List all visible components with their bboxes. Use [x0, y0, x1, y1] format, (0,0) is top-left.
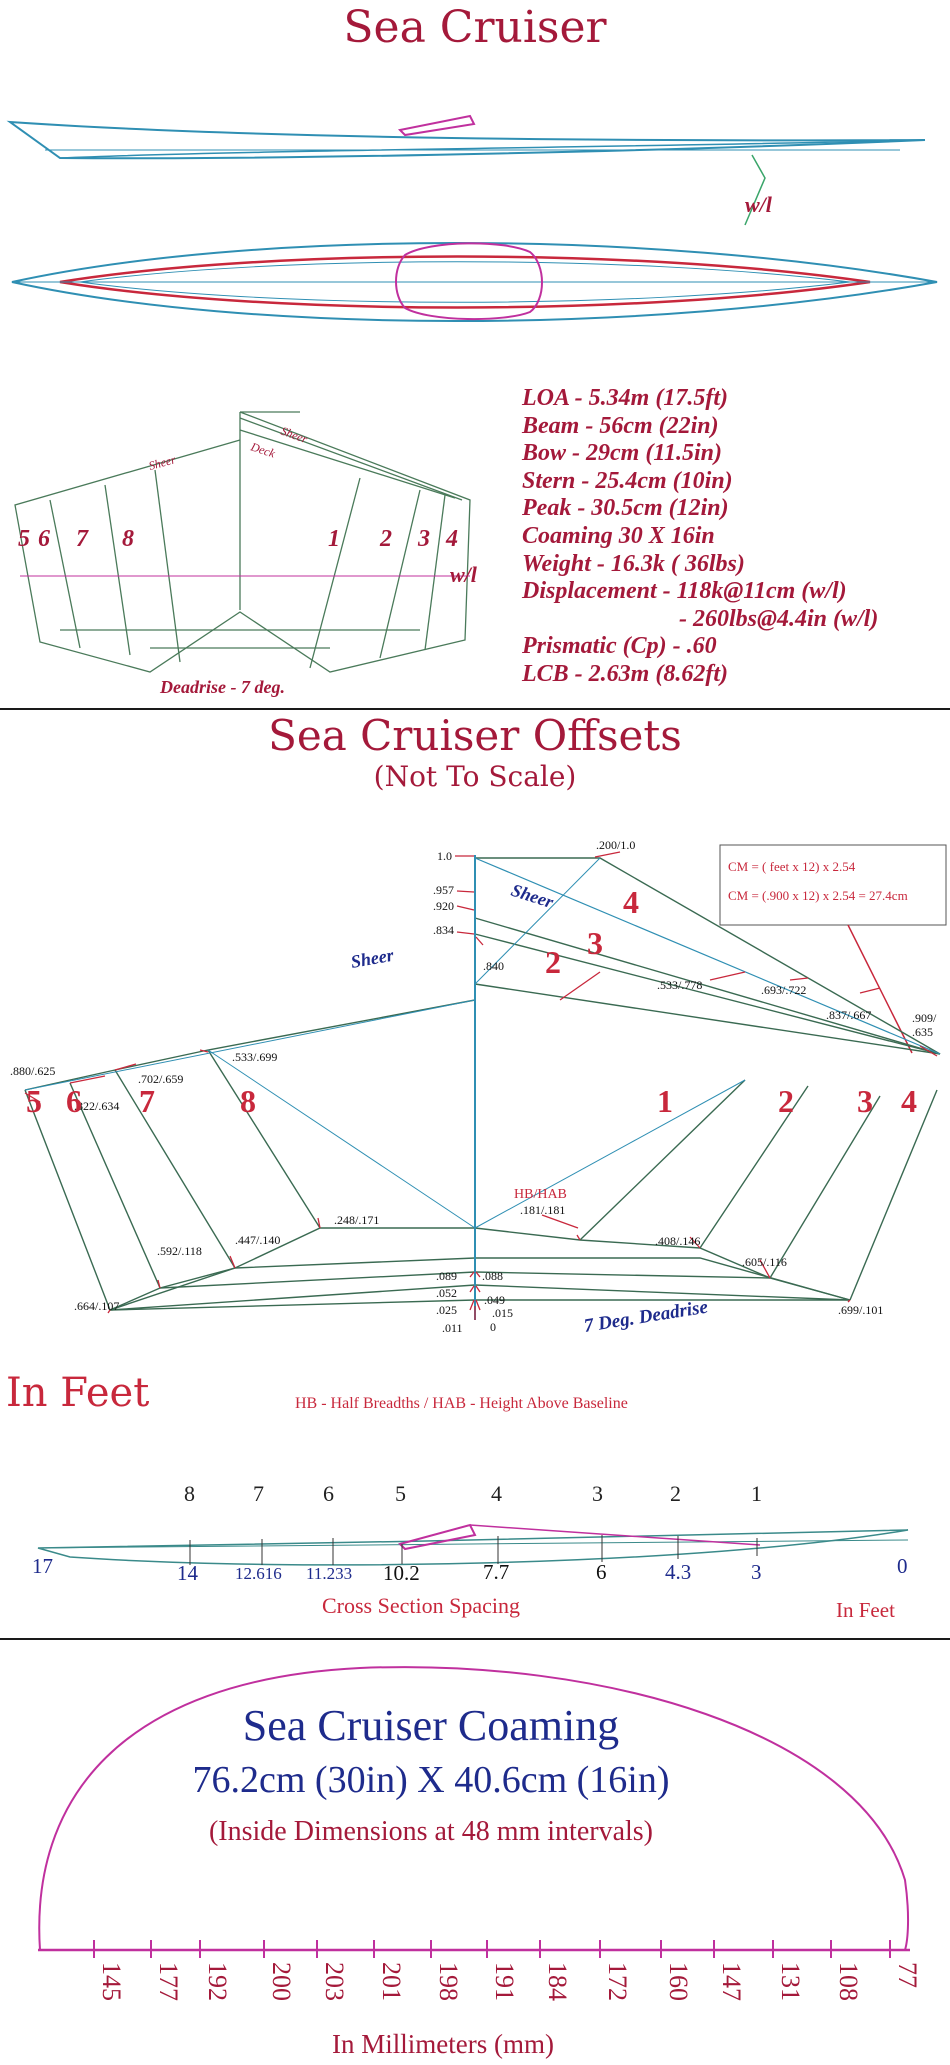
spec-beam: Beam - 56cm (22in) [522, 412, 719, 439]
bodyplan-sheer-label: Sheer [147, 452, 178, 473]
offset-l-822-634: .822/.634 [74, 1099, 120, 1113]
offset-c-015: .015 [492, 1306, 513, 1320]
cross-station-6: 6 [323, 1481, 334, 1506]
offsets-legend: HB - Half Breadths / HAB - Height Above Baseline [295, 1395, 628, 1412]
offsets-sheer-right: Sheer [508, 879, 556, 913]
cross-section-spacing [0, 1425, 950, 1645]
spec-loa: LOA - 5.34m (17.5ft) [522, 385, 728, 411]
offsets-station-top-3: 3 [587, 925, 603, 961]
coaming-m-1: 177 [154, 1962, 183, 2001]
spacing-0: 0 [897, 1554, 908, 1578]
coaming-measurements [97, 1962, 922, 2001]
spacing-12-616: 12.616 [235, 1564, 282, 1583]
coaming-units: In Millimeters (mm) [332, 2029, 554, 2059]
spec-peak: Peak - 30.5cm (12in) [522, 495, 729, 522]
cross-section-caption: Cross Section Spacing [322, 1593, 520, 1618]
cross-station-8: 8 [184, 1481, 195, 1506]
bodyplan-station-3: 3 [418, 526, 430, 552]
offsets-station-3: 3 [857, 1083, 873, 1119]
spacing-7-7: 7.7 [483, 1560, 510, 1584]
cross-station-1: 1 [751, 1481, 762, 1506]
bodyplan-station-7: 7 [76, 526, 88, 552]
offsets-station-6: 6 [66, 1083, 82, 1119]
coaming-m-10: 160 [664, 1962, 693, 2001]
bodyplan-wl-label: w/l [450, 562, 477, 587]
offsets-subtitle: (Not To Scale) [373, 760, 577, 793]
bodyplan-station-1: 1 [328, 526, 340, 552]
offset-top-200: .200/1.0 [596, 838, 636, 852]
bodyplan-station-labels [18, 526, 458, 552]
offsets-sheer-left: Sheer [349, 944, 396, 972]
offset-hb-181: .181/.181 [520, 1203, 566, 1217]
offset-l-248-171: .248/.171 [334, 1213, 380, 1227]
offset-center-840: .840 [483, 959, 504, 973]
cross-station-7: 7 [253, 1481, 264, 1506]
offsets-units: In Feet [6, 1370, 150, 1416]
offset-r-693-722: .693/.722 [761, 983, 807, 997]
coaming-m-4: 203 [320, 1962, 349, 2001]
cross-station-2: 2 [670, 1481, 681, 1506]
coaming-note: (Inside Dimensions at 48 mm intervals) [208, 1816, 654, 1847]
plan-view [12, 243, 937, 321]
coaming-m-0: 145 [97, 1962, 126, 2001]
offset-r-605-116: .605/.116 [742, 1255, 787, 1269]
offset-c-0: 0 [490, 1320, 496, 1334]
offsets-hb-hab-label: HB/HAB [514, 1187, 567, 1202]
offset-l-880-625: .880/.625 [10, 1064, 56, 1078]
spec-prismatic: Prismatic (Cp) - .60 [522, 633, 717, 660]
spec-lcb: LCB - 2.63m (8.62ft) [522, 660, 728, 687]
cm-formula-1: CM = ( feet x 12) x 2.54 [728, 859, 856, 874]
spacing-6: 6 [596, 1560, 607, 1584]
offset-l-702-659: .702/.659 [138, 1072, 184, 1086]
cross-station-3: 3 [592, 1481, 603, 1506]
spec-bow: Bow - 29cm (11.5in) [522, 440, 723, 467]
spacing-11-233: 11.233 [306, 1564, 353, 1583]
offsets-station-7: 7 [139, 1083, 155, 1119]
cm-formula-2: CM = (.900 x 12) x 2.54 = 27.4cm [728, 888, 908, 903]
offset-center-top: 1.0 [437, 849, 452, 863]
bodyplan-station-4: 4 [446, 526, 458, 552]
coaming-m-12: 131 [776, 1962, 805, 2001]
cross-station-4: 4 [491, 1481, 502, 1506]
spec-list [522, 385, 878, 689]
cross-section-units: In Feet [836, 1598, 895, 1622]
offset-r-635: .635 [912, 1025, 933, 1039]
offsets-station-top-2: 2 [545, 944, 561, 980]
offset-c-011: .011 [442, 1321, 463, 1335]
cross-section-station-numbers [184, 1481, 762, 1506]
spacing-14: 14 [177, 1561, 198, 1585]
coaming-panel [0, 1640, 950, 2065]
offset-c-088: .088 [482, 1269, 503, 1283]
bodyplan-deck-label: Deck [249, 439, 277, 461]
offset-l-592-118: .592/.118 [157, 1244, 202, 1258]
page-title: Sea Cruiser [343, 2, 607, 53]
spacing-3: 3 [751, 1560, 762, 1584]
offset-r-909: .909/ [912, 1011, 937, 1025]
offset-center-957: .957 [433, 883, 454, 897]
spacing-17: 17 [32, 1554, 53, 1578]
offset-center-834: .834 [433, 923, 454, 937]
offset-l-664-107: .664/.107 [74, 1299, 120, 1313]
coaming-m-11: 147 [717, 1962, 746, 2001]
hull-profile-panel [0, 0, 950, 708]
offsets-station-1: 1 [657, 1083, 673, 1119]
spec-displacement-imperial: - 260lbs@4.4in (w/l) [679, 605, 879, 632]
bodyplan-sheer-label-right: Sheer [278, 423, 310, 447]
spec-coaming: Coaming 30 X 16in [522, 522, 715, 549]
offsets-drawing [0, 710, 950, 1410]
offset-c-089: .089 [436, 1269, 457, 1283]
offsets-station-2: 2 [778, 1083, 794, 1119]
coaming-m-5: 201 [377, 1962, 406, 2001]
coaming-m-6: 198 [434, 1962, 463, 2001]
bodyplan-deadrise-label: Deadrise - 7 deg. [160, 677, 285, 697]
coaming-title: Sea Cruiser Coaming [242, 1701, 620, 1750]
spacing-4-3: 4.3 [665, 1560, 692, 1584]
offsets-station-5: 5 [26, 1083, 42, 1119]
offsets-station-8: 8 [240, 1083, 256, 1119]
offsets-station-4: 4 [901, 1083, 917, 1119]
cm-formula-box [720, 845, 946, 925]
bodyplan-station-2: 2 [380, 526, 392, 552]
bodyplan-station-6: 6 [38, 526, 50, 552]
offset-r-533-778: .533/.778 [657, 978, 703, 992]
offsets-title: Sea Cruiser Offsets [268, 711, 682, 760]
coaming-dimensions: 76.2cm (30in) X 40.6cm (16in) [192, 1759, 670, 1801]
cross-station-5: 5 [395, 1481, 406, 1506]
spec-stern: Stern - 25.4cm (10in) [522, 467, 733, 494]
coaming-m-14: 77 [893, 1962, 922, 1988]
offset-r-699-101: .699/.101 [838, 1303, 884, 1317]
offset-r-837-667: .837/.667 [826, 1008, 872, 1022]
offsets-station-top-4: 4 [623, 884, 639, 920]
side-profile [10, 116, 925, 158]
coaming-m-3: 200 [267, 1962, 296, 2001]
coaming-m-7: 191 [490, 1962, 519, 2001]
offsets-panel [0, 710, 950, 1638]
coaming-m-2: 192 [203, 1962, 232, 2001]
coaming-m-8: 184 [543, 1962, 572, 2001]
spec-weight: Weight - 16.3k ( 36lbs) [522, 550, 745, 577]
waterline-label: w/l [745, 192, 772, 217]
offset-c-052: .052 [436, 1286, 457, 1300]
offset-c-025: .025 [436, 1303, 457, 1317]
spec-displacement: Displacement - 118k@11cm (w/l) [522, 578, 847, 605]
bodyplan-station-8: 8 [122, 526, 134, 552]
coaming-drawing [0, 1640, 950, 2065]
coaming-m-9: 172 [603, 1962, 632, 2001]
offset-l-533-699: .533/.699 [232, 1050, 278, 1064]
offset-l-447-140: .447/.140 [235, 1233, 281, 1247]
cross-section-spacings [32, 1554, 908, 1585]
bodyplan-station-5: 5 [18, 526, 30, 552]
offset-r-408-146: .408/.146 [655, 1234, 701, 1248]
spacing-10-2: 10.2 [383, 1561, 420, 1585]
offset-center-920: .920 [433, 899, 454, 913]
offsets-deadrise-label: 7 Deg. Deadrise [582, 1296, 710, 1337]
offset-c-049: .049 [484, 1293, 505, 1307]
coaming-m-13: 108 [834, 1962, 863, 2001]
